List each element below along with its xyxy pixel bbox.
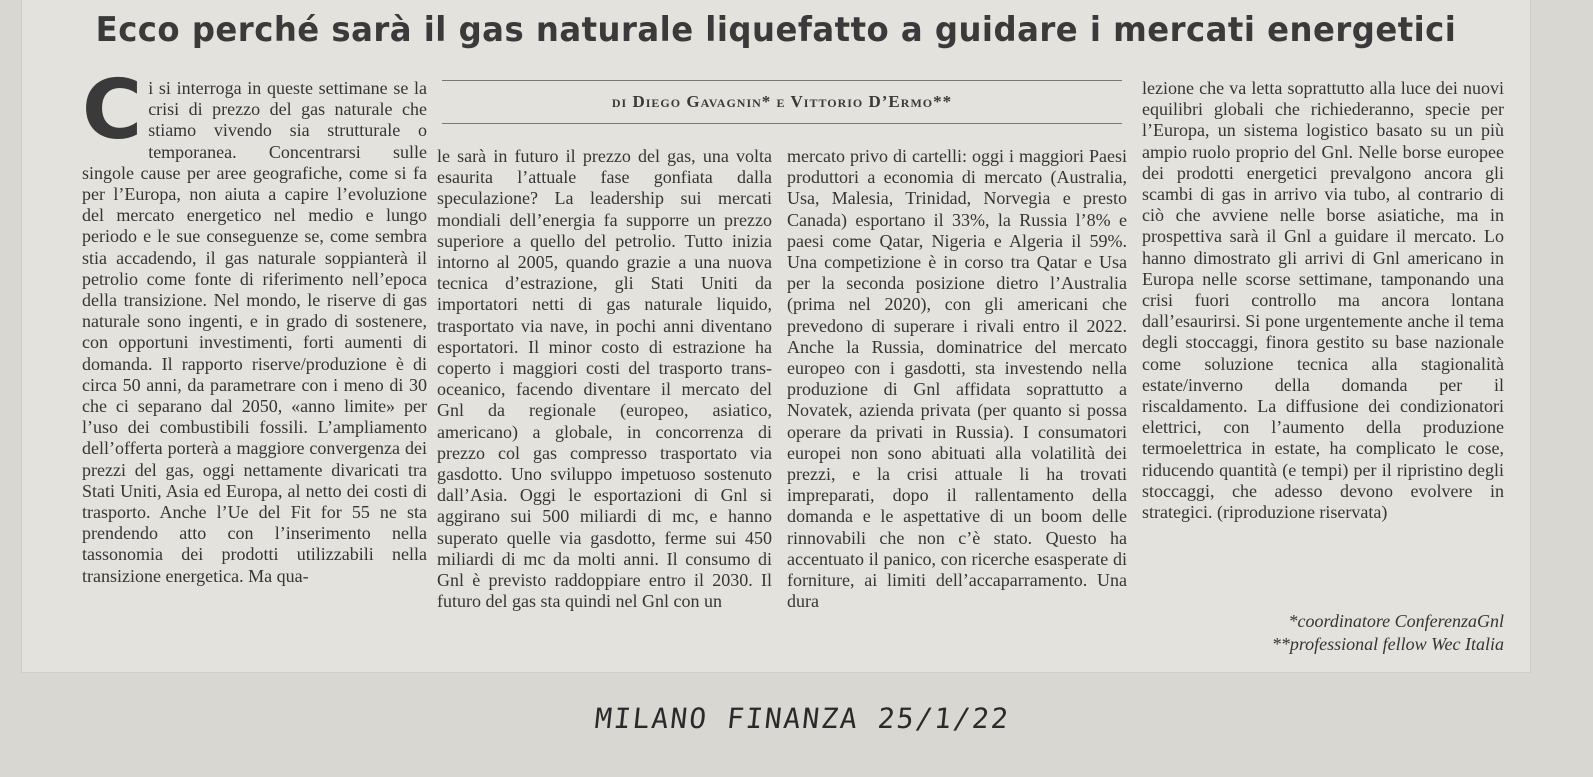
article-column-1 [82,63,427,587]
column-4-text: lezione che va letta soprattutto alla luce dei nuovi equilibri globali che richiederanno, specie per l’Europa, un sistema logistico basato su un più ampio ruolo proprio del Gnl. Nelle borse europee dei prodotti energetici prevalgono ancora gli scambi di gas in arrivo via tubo, al contrario di ciò che avviene nelle borse asiatiche, ma in prospettiva sarà il Gnl a guidare il mercato. Lo hanno dimostrato gli arrivi di Gnl americano in Europa nelle scorse settimane, tamponando una crisi fuori controllo ma ancora lontana dall’esaurirsi. Si pone urgentemente anche il tema degli stoccaggi, finora gestito su base nazionale come soluzione tecnica alla stagionalità estate/inverno della domanda per il riscaldamento. La diffusione dei condizionatori elettrici, con l’aumento della produzione termoelettrica in estate, ha complicato le cose, riducendo quantità (e tempi) per il ripristino degli stoccaggi, che adesso devono evolvere in strategici. (riproduzione riservata) [1142,78,1504,523]
article-column-4 [1142,78,1504,523]
byline: di Diego Gavagnin* e Vittorio D’Ermo** [611,92,953,111]
headline: Ecco perché sarà il gas naturale liquefatto a guidare i mercati energetici [95,10,1457,50]
byline-rule-box [442,80,1122,124]
article-column-2 [437,146,772,612]
column-2-text: le sarà in futuro il prezzo del gas, una volta esaurita l’attuale fase gonfiata dalla speculazione? La leadership sui mercati mondiali dell’energia fa supporre un prezzo superiore a quello del petrolio. Tutto iniziа intorno al 2005, quando grazie a una nuova tecnica d’estrazione, gli Stati Uniti da importatori netti di gas naturale liquido, trasportato via nave, in pochi anni diventano esportatori. Il minor costo di estrazione ha coperto i maggiori costi del trasporto trans-oceanico, facendo diventare il mercato del Gnl da regionale (europeo, asiatico, americano) a globale, in concorrenza di prezzo col gas compresso trasportato via gasdotto. Uno sviluppo impetuoso sostenuto dall’Asia. Oggi le esportazioni di Gnl si aggirano sui 500 miliardi di mc, e hanno superato quelle via gasdotto, ferme sui 450 miliardi di mc da molti anni. Il consumo di Gnl è previsto raddoppiare entro il 2030. Il futuro del gas sta quindi nel Gnl con un [437,146,772,612]
author-credit-2: **professional fellow Wec Italia [1271,634,1504,654]
handwritten-source-note: MILANO FINANZA 25/1/22 [593,702,1012,735]
column-3-text: mercato privo di cartelli: oggi i maggiori Paesi produttori a economia di mercato (Australia, Usa, Malesia, Trinidad, Norvegia e presto Canada) esportano il 33%, la Russia l’8% e paesi come Qatar, Nigeria e Algeria il 59%. Una competizione è in corso tra Qatar e Usa per la seconda posizione dietro l’Australia (prima nel 2020), con gli americani che prevedono di superare i rivali entro il 2022. Anche la Russia, dominatrice del mercato europeo con i gasdotti, sta investendo nella produzione di Gnl affidata soprattutto a Novatek, azienda privata (per quanto si possa operare da privati in Russia). I consumatori europei non sono abituati alla volatilità dei prezzi, e la crisi attuale li ha trovati impreparati, dopo il rallentamento della domanda e le aspettative di un boom delle rinnovabili che non c’è stato. Questo ha accentuato il panico, con ricerche esasperate di forniture, ai limiti dell’accaparramento. Una dura [787,146,1127,612]
drop-cap: C [82,63,143,158]
author-credit-1: *coordinatore ConferenzaGnl [1288,611,1504,631]
column-1-text: i si interroga in queste settimane se la crisi di prezzo del gas naturale che stiamo vivendo sia strutturale o temporanea. Concentrarsi sulle singole cause per aree geografiche, come si fa per l’Europa, non aiuta a capire l’evoluzione del mercato energetico nel medio e lungo periodo e le sue conseguenze se, come sembra stia accadendo, il gas naturale soppianterà il petrolio come fonte di riferimento nell’epoca della transizione. Nel mondo, le riserve di gas naturale sono ingenti, e in grado di sostenere, con opportuni investimenti, forti aumenti di domanda. Il rapporto riserve/produzione è di circa 50 anni, da parametrare con i meno di 30 che ci separano dal 2050, «anno limite» per l’uso dei combustibili fossili. L’ampliamento dell’offerta porterà a maggiore convergenza dei prezzi del gas, oggi nettamente divaricati tra Stati Uniti, Asia ed Europa, al netto dei costi di trasporto. Anche l’Ue del Fit for 55 ne sta prendendo atto con l’inserimento nella tassonomia dei prodotti utilizzabili nella transizione energetica. Ma qua- [82,78,427,586]
article-column-3 [787,146,1127,612]
newspaper-clipping [22,0,1530,672]
